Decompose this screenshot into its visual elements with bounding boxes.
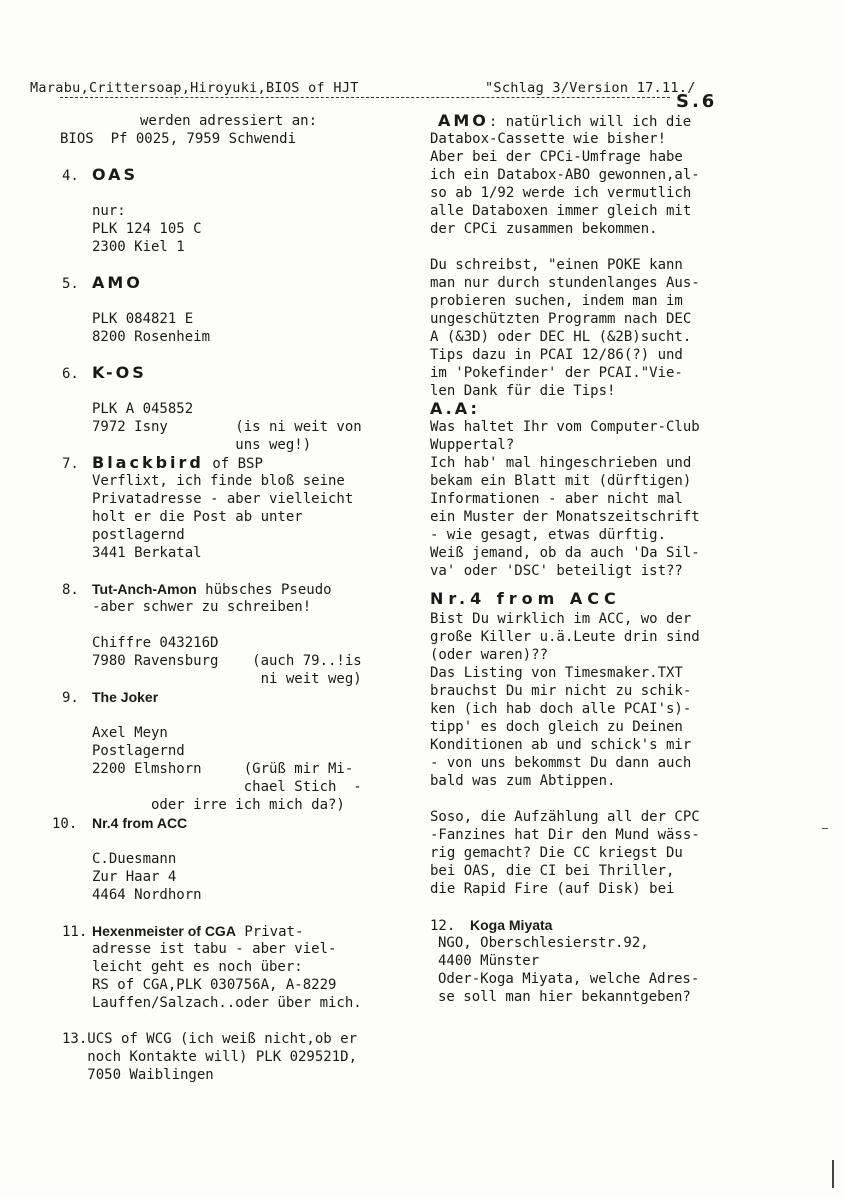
text-line: 4400 Münster [438, 953, 540, 969]
text-line: Tips dazu in PCAI 12/86(?) und [430, 347, 683, 363]
text-line: Konditionen ab und schick's mir [430, 737, 692, 753]
entry-13-line: noch Kontakte will) PLK 029521D, [62, 1049, 358, 1065]
text-line: große Killer u.ä.Leute drin sind [430, 629, 700, 645]
amo-heading [430, 112, 770, 130]
text-line: len Dank für die Tips! [430, 383, 616, 399]
page-number: S.6 [676, 91, 718, 112]
entry-12-heading [430, 916, 770, 934]
text-line: Weiß jemand, ob da auch 'Da Sil- [430, 545, 700, 561]
text-line: ein Muster der Monatszeitschrift [430, 509, 700, 525]
entry-number: 9. [62, 690, 79, 706]
entry-name: The Joker [92, 689, 159, 705]
text-line: -Fanzines hat Dir den Mund wäss- [430, 827, 700, 843]
entry-number: 12. [430, 918, 456, 934]
text-line: 2300 Kiel 1 [92, 239, 185, 255]
text-line: Databox-Cassette wie bisher! [430, 131, 667, 147]
entry-suffix: hübsches Pseudo [196, 582, 332, 598]
text-line: Ich hab' mal hingeschrieben und [430, 455, 692, 471]
text-line: Das Listing von Timesmaker.TXT [430, 665, 683, 681]
text-line: ich ein Databox-ABO gewonnen,al- [430, 167, 700, 183]
entry-number: 5. [62, 276, 79, 292]
text-line: va' oder 'DSC' beteiligt ist?? [430, 563, 683, 579]
text-line: im 'Pokefinder' der PCAI."Vie- [430, 365, 683, 381]
text-line: 8200 Rosenheim [92, 329, 211, 345]
text-line: leicht geht es noch über: [92, 959, 303, 975]
entry-number: 11. [62, 924, 88, 940]
text-line: - von uns bekommst Du dann auch [430, 755, 692, 771]
entry-number: 6. [62, 366, 79, 382]
header-issue: "Schlag 3/Version 17.11./ [485, 80, 696, 96]
text-line: uns weg!) [92, 437, 312, 453]
text-line: ungeschützten Programm nach DEC [430, 311, 692, 327]
text-line: Postlagernd [92, 743, 185, 759]
header-rule [60, 97, 670, 98]
text-line: Informationen - aber nicht mal [430, 491, 683, 507]
scan-edge-mark [832, 1160, 834, 1188]
left-column [52, 112, 422, 1084]
text-line: BIOS Pf 0025, 7959 Schwendi [60, 131, 297, 147]
entry-number: 7. [62, 456, 79, 472]
section-name: Nr.4 from ACC [430, 589, 621, 608]
text-line: Bist Du wirklich im ACC, wo der [430, 611, 692, 627]
text-line: probieren suchen, indem man im [430, 293, 683, 309]
text-line: chael Stich - [92, 779, 362, 795]
text-line: -aber schwer zu schreiben! [92, 599, 312, 615]
entry-13-line: 7050 Waiblingen [62, 1067, 214, 1083]
text-line: 7980 Ravensburg (auch 79..!is [92, 653, 362, 669]
text-line: die Rapid Fire (auf Disk) bei [430, 881, 675, 897]
margin-mark [822, 828, 828, 829]
entry-suffix: of BSP [203, 456, 263, 472]
text-line: alle Databoxen immer gleich mit [430, 203, 692, 219]
text-line: bekam ein Blatt mit (dürftigen) [430, 473, 692, 489]
text-line: Du schreibst, "einen POKE kann [430, 257, 683, 273]
text-line: werden adressiert an: [140, 113, 318, 129]
entry-5-heading [62, 274, 422, 292]
text-line: Chiffre 043216D [92, 635, 219, 651]
entry-number: 8. [62, 582, 79, 598]
text-line: (oder waren)?? [430, 647, 549, 663]
text-line: Aber bei der CPCi-Umfrage habe [430, 149, 683, 165]
text-line: postlagernd [92, 527, 185, 543]
text-line: A (&3D) oder DEC HL (&2B)sucht. [430, 329, 692, 345]
entry-name: Koga Miyata [470, 917, 553, 933]
header-authors: Marabu,Crittersoap,Hiroyuki,BIOS of HJT [30, 80, 359, 96]
text-line: NGO, Oberschlesierstr.92, [438, 935, 649, 951]
entry-number: 10. [52, 816, 78, 832]
entry-11-heading [62, 922, 422, 940]
entry-name: Tut-Anch-Amon [92, 581, 197, 597]
text-line: Verflixt, ich finde bloß seine [92, 473, 345, 489]
text-line: PLK A 045852 [92, 401, 194, 417]
text-line: Was haltet Ihr vom Computer-Club [430, 419, 700, 435]
text-line: bald was zum Abtippen. [430, 773, 616, 789]
text-line: so ab 1/92 werde ich vermutlich [430, 185, 692, 201]
text-line: tipp' es doch gleich zu Deinen [430, 719, 683, 735]
text-line: Zur Haar 4 [92, 869, 177, 885]
text-line: Privatadresse - aber vielleicht [92, 491, 354, 507]
text-line: ken (ich hab doch alle PCAI's)- [430, 701, 692, 717]
text-line: 7972 Isny (is ni weit von [92, 419, 362, 435]
entry-13-line: 13.UCS of WCG (ich weiß nicht,ob er [62, 1031, 358, 1047]
right-column [430, 112, 770, 1006]
section-lead: : natürlich will ich die [488, 114, 692, 130]
text-line: C.Duesmann [92, 851, 177, 867]
text-line: PLK 084821 E [92, 311, 194, 327]
entry-10-heading [52, 814, 422, 832]
entry-name: Nr.4 from ACC [92, 815, 188, 831]
text-line: PLK 124 105 C [92, 221, 202, 237]
text-line: Lauffen/Salzach..oder über mich. [92, 995, 362, 1011]
entry-8-heading [62, 580, 422, 598]
text-line: 4464 Nordhorn [92, 887, 202, 903]
section-name: A.A: [430, 399, 480, 418]
entry-name: Blackbird [92, 453, 204, 472]
entry-name: AMO [92, 273, 143, 292]
entry-number: 4. [62, 168, 79, 184]
text-line: bei OAS, die CI bei Thriller, [430, 863, 675, 879]
entry-name: K-OS [92, 363, 147, 382]
entry-6-heading [62, 364, 422, 382]
text-line: Axel Meyn [92, 725, 168, 741]
entry-7-heading [62, 454, 422, 472]
text-line: RS of CGA,PLK 030756A, A-8229 [92, 977, 337, 993]
section-name: AMO [438, 111, 489, 130]
text-line: 2200 Elmshorn (Grüß mir Mi- [92, 761, 354, 777]
entry-4-heading [62, 166, 422, 184]
text-line: brauchst Du mir nicht zu schik- [430, 683, 692, 699]
text-line: se soll man hier bekanntgeben? [438, 989, 691, 1005]
text-line: oder irre ich mich da?) [92, 797, 345, 813]
text-line: 3441 Berkatal [92, 545, 202, 561]
text-line: holt er die Post ab unter [92, 509, 303, 525]
text-line: nur: [92, 203, 126, 219]
text-line: ni weit weg) [92, 671, 362, 687]
text-line: Oder-Koga Miyata, welche Adres- [438, 971, 700, 987]
text-line: der CPCi zusammen bekommen. [430, 221, 658, 237]
entry-suffix: Privat- [235, 924, 304, 940]
entry-name: OAS [92, 165, 139, 184]
text-line: man nur durch stundenlanges Aus- [430, 275, 700, 291]
text-line: Wuppertal? [430, 437, 515, 453]
nr4-heading [430, 590, 770, 610]
text-line: rig gemacht? Die CC kriegst Du [430, 845, 683, 861]
aa-heading [430, 400, 770, 418]
text-line: - wie gesagt, etwas dürftig. [430, 527, 667, 543]
entry-9-heading [62, 688, 422, 706]
entry-name: Hexenmeister of CGA [92, 923, 236, 939]
text-line: adresse ist tabu - aber viel- [92, 941, 337, 957]
text-line: Soso, die Aufzählung all der CPC [430, 809, 700, 825]
